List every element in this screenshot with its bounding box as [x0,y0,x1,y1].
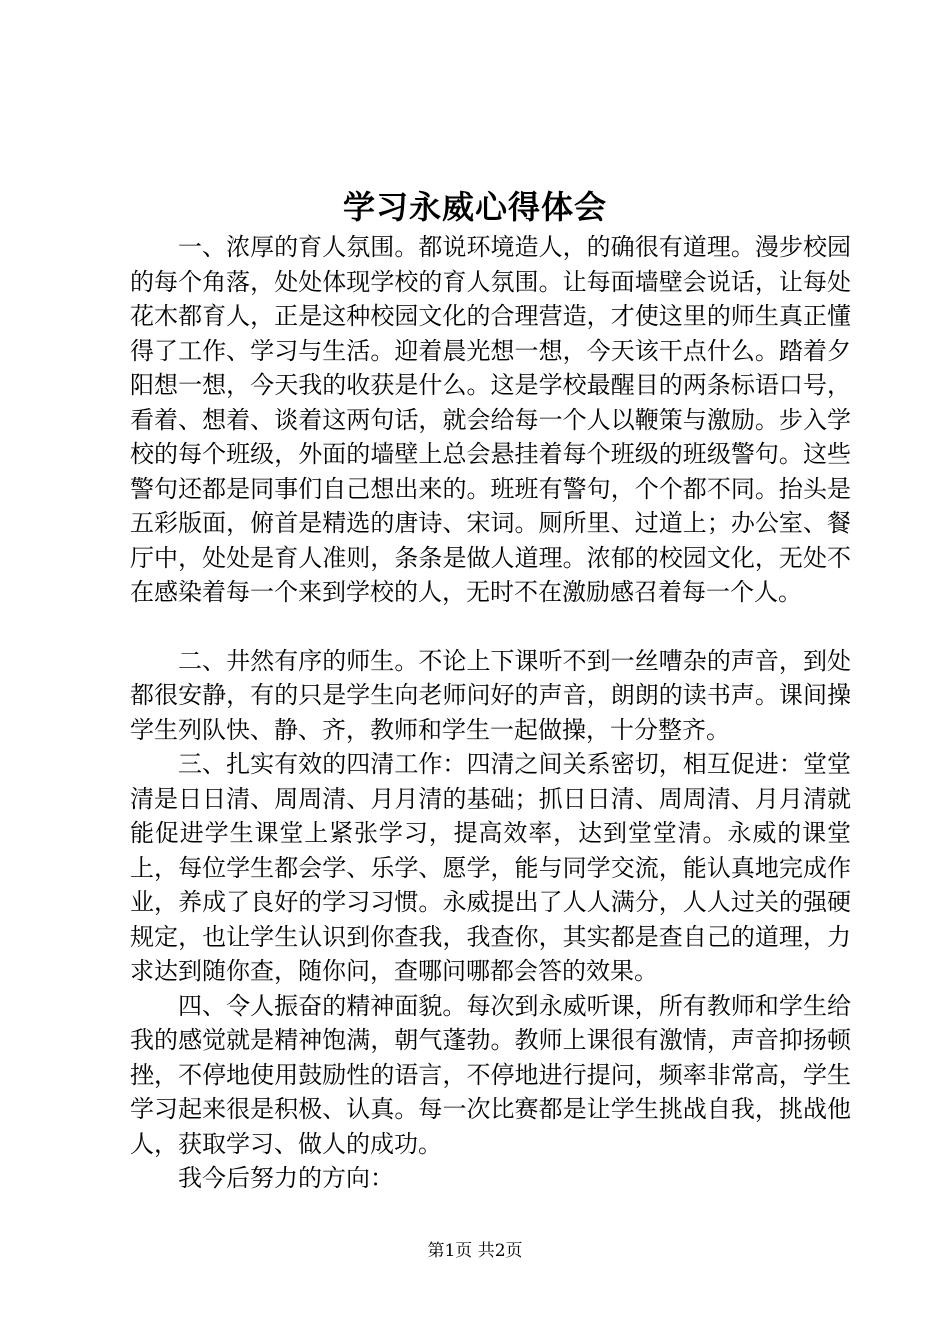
paragraph-atmosphere: 一、浓厚的育人氛围。都说环境造人，的确很有道理。漫步校园的每个角落，处处体现学校的育人氛围。让每面墙壁会说话，让每处花木都育人，正是这种校园文化的合理营造，才使这里的师生真正懂得了工作、学习与生活。迎着晨光想一想，今天该干点什么。踏着夕阳想一想，今天我的收获是什么。这是学校最醒目的两条标语口号，看着、想着、谈着这两句话，就会给每一个人以鞭策与激励。步入学校的每个班级，外面的墙壁上总会悬挂着每个班级的班级警句。这些警句还都是同事们自己想出来的。班班有警句，个个都不同。抬头是五彩版面，俯首是精选的唐诗、宋词。厕所里、过道上；办公室、餐厅中，处处是育人准则，条条是做人道理。浓郁的校园文化，无处不在感染着每一个来到学校的人，无时不在激励感召着每一个人。 [130,233,851,606]
document-title: 学习永威心得体会 [342,188,607,226]
paragraph-direction: 我今后努力的方向： [178,1164,394,1192]
page-footer: 第1页 共2页 [427,1241,523,1261]
paragraph-spirit: 四、令人振奋的精神面貌。每次到永威听课，所有教师和学生给我的感觉就是精神饱满，朝气蓬勃。教师上课很有激情，声音抑扬顿挫，不停地使用鼓励性的语言，不停地进行提问，频率非常高，学生学习起来很是积极、认真。每一次比赛都是让学生挑战自我，挑战他人，获取学习、做人的成功。 [130,991,851,1158]
paragraph-orderly: 二、井然有序的师生。不论上下课听不到一丝嘈杂的声音，到处都很安静，有的只是学生向老师问好的声音，朗朗的读书声。课间操学生列队快、静、齐，教师和学生一起做操，十分整齐。 [130,646,851,744]
paragraph-four-clear: 三、扎实有效的四清工作：四清之间关系密切，相互促进：堂堂清是日日清、周周清、月月清的基础；抓日日清、周周清、月月清就能促进学生课堂上紧张学习，提高效率，达到堂堂清。永威的课堂上，每位学生都会学、乐学、愿学，能与同学交流，能认真地完成作业，养成了良好的学习习惯。永威提出了人人满分，人人过关的强硬规定，也让学生认识到你查我，我查你，其实都是查自己的道理，力求达到随你查，随你问，查哪问哪都会答的效果。 [130,750,851,985]
document-body [130,230,851,1196]
